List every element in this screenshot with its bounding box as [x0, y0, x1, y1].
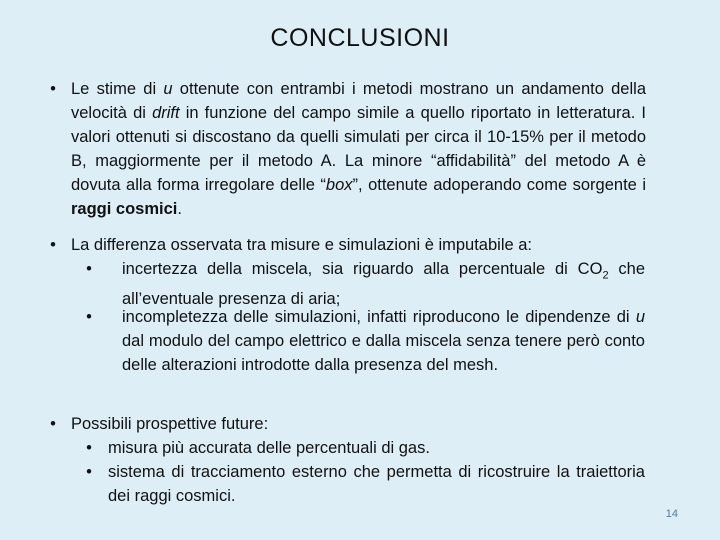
- text-run: Le stime di: [71, 80, 164, 98]
- page-number: 14: [665, 508, 678, 520]
- text-run-italic: u: [635, 308, 645, 326]
- text-run: in funzione del campo simile a quello riportato in letteratura. I valori ottenuti si discostano da quelli simulati per circa il 10-15% per il metodo B, maggiormente per il metodo A. La minore “affidabilità” del metodo A è dovuta alla forma irregolare delle “: [71, 104, 646, 194]
- text-run: incertezza della miscela, sia riguardo alla percentuale di CO: [122, 260, 603, 278]
- bullet-marker: •: [50, 80, 56, 98]
- text-run: che all’eventuale presenza di aria;: [122, 260, 646, 309]
- bullet-marker: •: [50, 415, 56, 433]
- bullet-item: [46, 77, 646, 221]
- sub-bullet-text: misura più accurata delle percentuali di gas.: [108, 439, 430, 457]
- bullet-text: Possibili prospettive future:: [71, 415, 269, 433]
- sub-bullet-item: [80, 460, 645, 508]
- bullet-marker: •: [86, 260, 92, 278]
- text-run-subscript: 2: [602, 269, 609, 282]
- text-run: ”, ottenute adoperando come sorgente i: [352, 176, 646, 194]
- slide-title: CONCLUSIONI: [270, 24, 450, 52]
- bullet-marker: •: [86, 463, 92, 481]
- text-run-italic: drift: [152, 104, 180, 122]
- sub-bullet-text: sistema di tracciamento esterno che permetta di ricostruire la traiettoria dei raggi cosmici.: [108, 463, 645, 505]
- bullet-marker: •: [50, 236, 56, 254]
- sub-bullet-item: [80, 436, 645, 460]
- bullet-text: La differenza osservata tra misure e simulazioni è imputabile a:: [71, 236, 533, 254]
- bullet-item: [46, 412, 646, 436]
- bullet-item: [46, 233, 646, 257]
- sub-bullet-text: [122, 257, 645, 311]
- bullet-marker: •: [86, 308, 92, 326]
- sub-bullet-item: [80, 257, 645, 311]
- sub-bullet-item: [80, 305, 645, 377]
- text-run: dal modulo del campo elettrico e dalla miscela senza tenere però conto delle alterazioni introdotte dalla presenza del mesh.: [122, 332, 645, 374]
- text-run: .: [177, 200, 182, 218]
- sub-bullet-text: [122, 305, 645, 377]
- text-run-italic: u: [163, 80, 173, 98]
- bullet-text: [71, 77, 646, 221]
- bullet-marker: •: [86, 439, 92, 457]
- text-run: ottenute con entrambi i metodi mostrano un andamento della velocità di: [71, 80, 646, 122]
- text-run: incompletezza delle simulazioni, infatti riproducono le dipendenze di: [122, 308, 636, 326]
- text-run-italic: box: [325, 176, 353, 194]
- text-run-bold: raggi cosmici: [71, 200, 178, 218]
